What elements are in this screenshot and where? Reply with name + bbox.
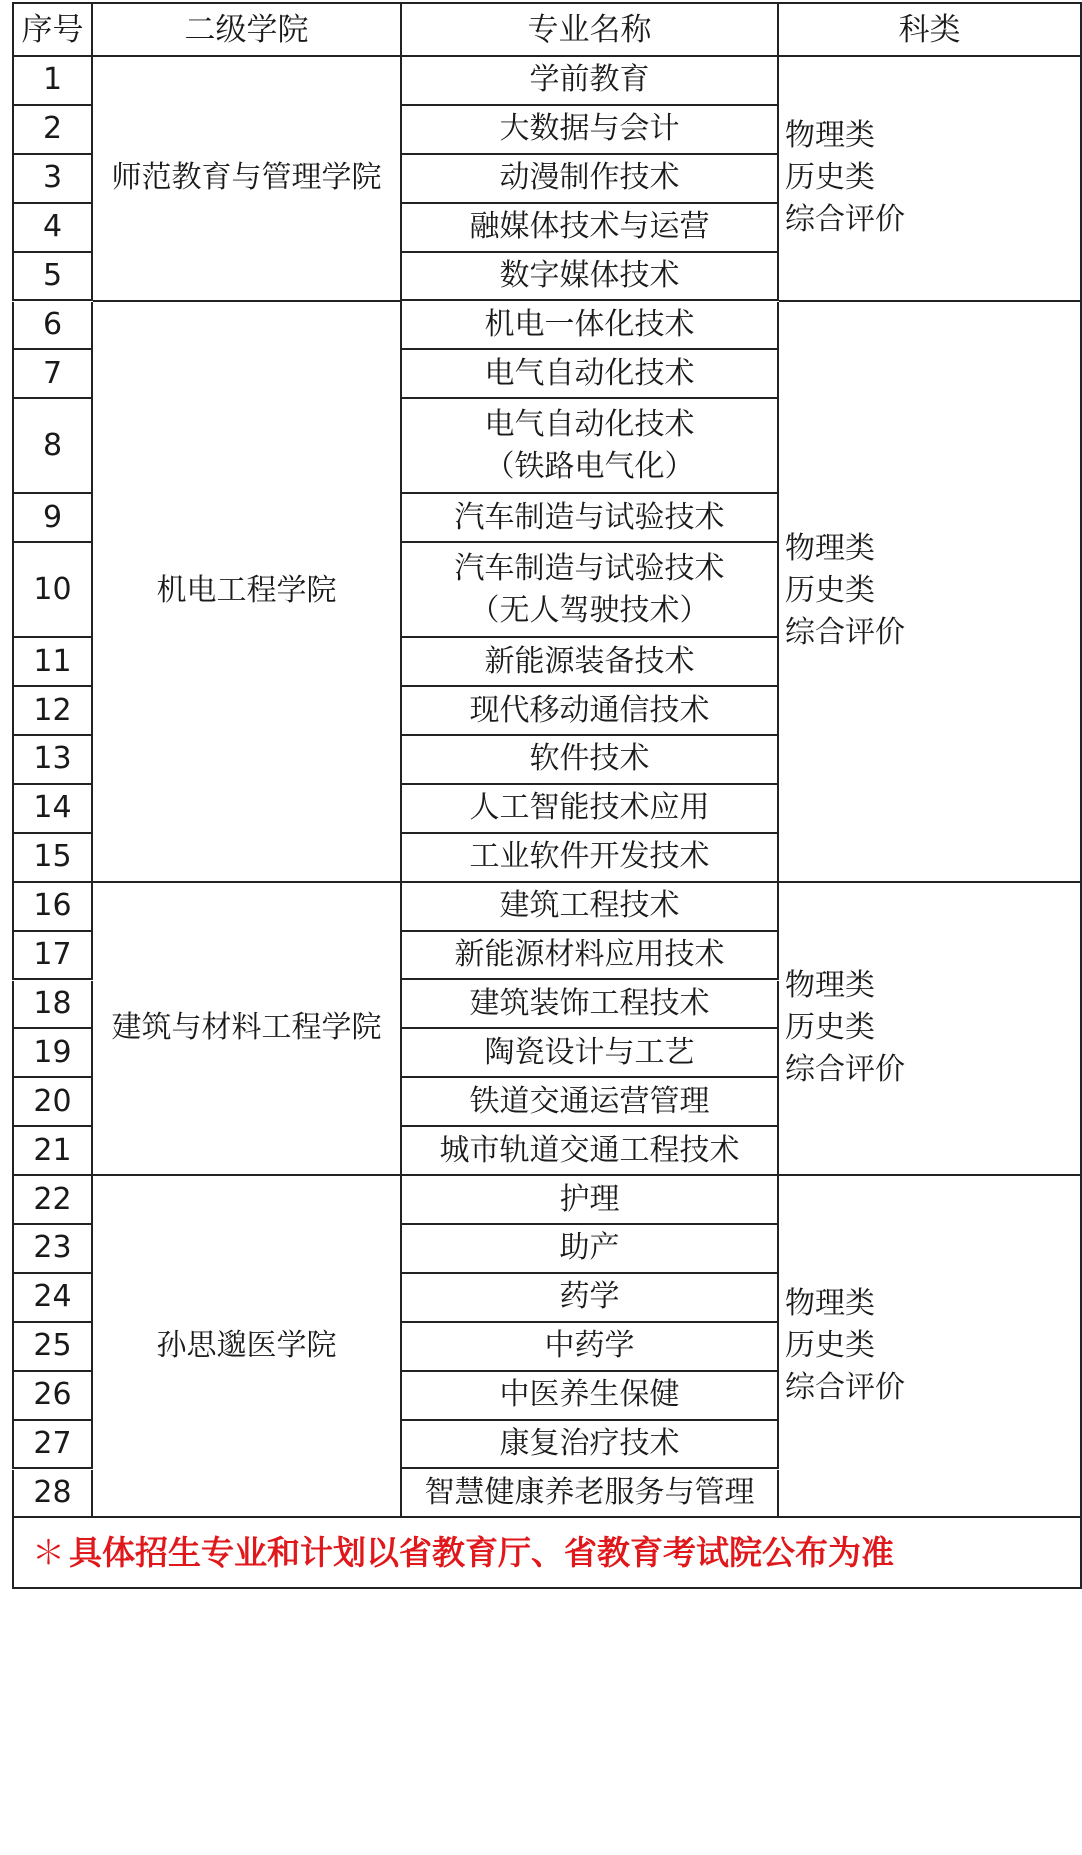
seq-cell <box>12 155 93 204</box>
category-name: 历史类 <box>785 1328 875 1364</box>
major-cell <box>402 1078 779 1127</box>
major-cell <box>402 883 779 932</box>
major-name: 汽车制造与试验技术 <box>454 499 725 535</box>
seq-cell <box>12 1421 93 1470</box>
asterisk-icon: ＊ <box>32 1532 65 1572</box>
major-name: 现代移动通信技术 <box>469 692 710 728</box>
header-major-label: 专业名称 <box>527 11 652 48</box>
college-name: 孙思邈医学院 <box>156 1328 337 1364</box>
seq-number: 27 <box>33 1426 72 1462</box>
seq-number: 12 <box>33 692 72 728</box>
seq-cell <box>12 1323 93 1372</box>
seq-number: 2 <box>42 111 63 147</box>
category-name: 物理类 <box>785 968 875 1004</box>
seq-number: 17 <box>33 937 72 973</box>
seq-number: 22 <box>33 1181 72 1217</box>
major-name: 康复治疗技术 <box>499 1426 680 1462</box>
major-cell <box>402 1225 779 1274</box>
major-name: 建筑工程技术 <box>499 888 680 924</box>
major-name: 电气自动化技术 <box>484 355 695 391</box>
header-seq <box>12 2 93 57</box>
seq-cell <box>12 687 93 736</box>
major-name: 陶瓷设计与工艺 <box>484 1034 695 1070</box>
major-name: 中药学 <box>544 1328 635 1364</box>
seq-cell <box>12 57 93 106</box>
major-name: 中医养生保健 <box>499 1377 680 1413</box>
seq-cell <box>12 932 93 981</box>
seq-cell <box>12 736 93 785</box>
major-cell <box>402 1127 779 1176</box>
note-text: 具体招生专业和计划以省教育厅、省教育考试院公布为准 <box>69 1532 894 1572</box>
seq-number: 11 <box>33 643 72 679</box>
seq-number: 19 <box>33 1034 72 1070</box>
header-seq-label: 序号 <box>21 11 84 48</box>
category-name: 综合评价 <box>785 1370 905 1406</box>
seq-number: 20 <box>33 1083 72 1119</box>
seq-cell <box>12 1127 93 1176</box>
major-cell <box>402 1176 779 1225</box>
category-name: 历史类 <box>785 573 875 609</box>
category-name: 历史类 <box>785 1010 875 1046</box>
major-name: 融媒体技术与运营 <box>469 209 710 245</box>
header-category-label: 科类 <box>898 11 961 48</box>
seq-cell <box>12 1029 93 1078</box>
category-name: 物理类 <box>785 1286 875 1322</box>
major-name: 数字媒体技术 <box>499 258 680 294</box>
seq-cell <box>12 1274 93 1323</box>
major-name: 新能源材料应用技术 <box>454 937 725 973</box>
major-cell <box>402 106 779 155</box>
seq-number: 8 <box>42 427 63 463</box>
seq-number: 9 <box>42 499 63 535</box>
major-cell <box>402 1470 779 1519</box>
college-cell <box>93 1176 402 1518</box>
category-name: 物理类 <box>785 531 875 567</box>
major-name: 汽车制造与试验技术 <box>454 550 725 586</box>
category-name: 综合评价 <box>785 202 905 238</box>
seq-number: 16 <box>33 888 72 924</box>
major-cell <box>402 543 779 638</box>
seq-number: 26 <box>33 1377 72 1413</box>
header-category <box>779 2 1082 57</box>
major-cell <box>402 932 779 981</box>
major-cell <box>402 834 779 883</box>
seq-number: 10 <box>33 571 72 607</box>
major-cell <box>402 785 779 834</box>
major-name: 电气自动化技术 <box>484 406 695 442</box>
major-name: 助产 <box>559 1230 620 1266</box>
seq-cell <box>12 883 93 932</box>
header-college <box>93 2 402 57</box>
major-cell <box>402 638 779 687</box>
seq-cell <box>12 981 93 1030</box>
header-college-label: 二级学院 <box>184 11 309 48</box>
seq-cell <box>12 204 93 253</box>
major-cell <box>402 1029 779 1078</box>
major-cell <box>402 399 779 494</box>
major-cell <box>402 350 779 399</box>
seq-number: 18 <box>33 985 72 1021</box>
seq-number: 4 <box>42 209 63 245</box>
seq-number: 25 <box>33 1328 72 1364</box>
category-cell <box>779 1176 1082 1518</box>
seq-number: 28 <box>33 1474 72 1510</box>
admission-note <box>12 1518 1082 1589</box>
seq-number: 21 <box>33 1132 72 1168</box>
seq-number: 6 <box>42 306 63 342</box>
major-name: 动漫制作技术 <box>499 160 680 196</box>
college-name: 师范教育与管理学院 <box>111 160 382 196</box>
college-cell <box>93 302 402 883</box>
seq-number: 23 <box>33 1230 72 1266</box>
seq-cell <box>12 399 93 494</box>
major-name: （铁路电气化） <box>484 448 695 484</box>
seq-cell <box>12 543 93 638</box>
major-name: 药学 <box>559 1279 620 1315</box>
seq-cell <box>12 1372 93 1421</box>
major-name: 机电一体化技术 <box>484 306 695 342</box>
seq-number: 5 <box>42 258 63 294</box>
major-name: 建筑装饰工程技术 <box>469 985 710 1021</box>
seq-cell <box>12 638 93 687</box>
seq-cell <box>12 350 93 399</box>
seq-number: 13 <box>33 741 72 777</box>
major-name: 新能源装备技术 <box>484 643 695 679</box>
major-name: （无人驾驶技术） <box>469 592 710 628</box>
seq-number: 15 <box>33 839 72 875</box>
major-cell <box>402 981 779 1030</box>
major-name: 人工智能技术应用 <box>469 790 710 826</box>
major-name: 学前教育 <box>529 62 650 98</box>
seq-number: 14 <box>33 790 72 826</box>
major-cell <box>402 302 779 351</box>
college-cell <box>93 57 402 302</box>
seq-cell <box>12 106 93 155</box>
seq-cell <box>12 253 93 302</box>
major-cell <box>402 687 779 736</box>
major-name: 大数据与会计 <box>499 111 680 147</box>
major-cell <box>402 1323 779 1372</box>
major-cell <box>402 57 779 106</box>
major-cell <box>402 204 779 253</box>
header-major <box>402 2 779 57</box>
category-name: 历史类 <box>785 160 875 196</box>
seq-number: 7 <box>42 355 63 391</box>
seq-cell <box>12 1225 93 1274</box>
category-name: 综合评价 <box>785 615 905 651</box>
category-cell <box>779 57 1082 302</box>
seq-cell <box>12 1078 93 1127</box>
major-cell <box>402 1421 779 1470</box>
college-name: 机电工程学院 <box>156 573 337 609</box>
category-cell <box>779 302 1082 883</box>
major-cell <box>402 494 779 543</box>
category-name: 综合评价 <box>785 1052 905 1088</box>
seq-cell <box>12 1176 93 1225</box>
seq-cell <box>12 785 93 834</box>
college-cell <box>93 883 402 1176</box>
major-cell <box>402 1274 779 1323</box>
seq-cell <box>12 302 93 351</box>
major-name: 智慧健康养老服务与管理 <box>424 1474 755 1510</box>
category-name: 物理类 <box>785 118 875 154</box>
major-cell <box>402 253 779 302</box>
major-cell <box>402 155 779 204</box>
major-cell <box>402 1372 779 1421</box>
college-name: 建筑与材料工程学院 <box>111 1010 382 1046</box>
seq-number: 1 <box>42 62 63 98</box>
major-name: 工业软件开发技术 <box>469 839 710 875</box>
seq-number: 3 <box>42 160 63 196</box>
major-cell <box>402 736 779 785</box>
major-name: 软件技术 <box>529 741 650 777</box>
seq-cell <box>12 1470 93 1519</box>
seq-number: 24 <box>33 1279 72 1315</box>
major-name: 铁道交通运营管理 <box>469 1083 710 1119</box>
major-name: 护理 <box>559 1181 620 1217</box>
seq-cell <box>12 494 93 543</box>
major-name: 城市轨道交通工程技术 <box>439 1132 740 1168</box>
seq-cell <box>12 834 93 883</box>
category-cell <box>779 883 1082 1176</box>
